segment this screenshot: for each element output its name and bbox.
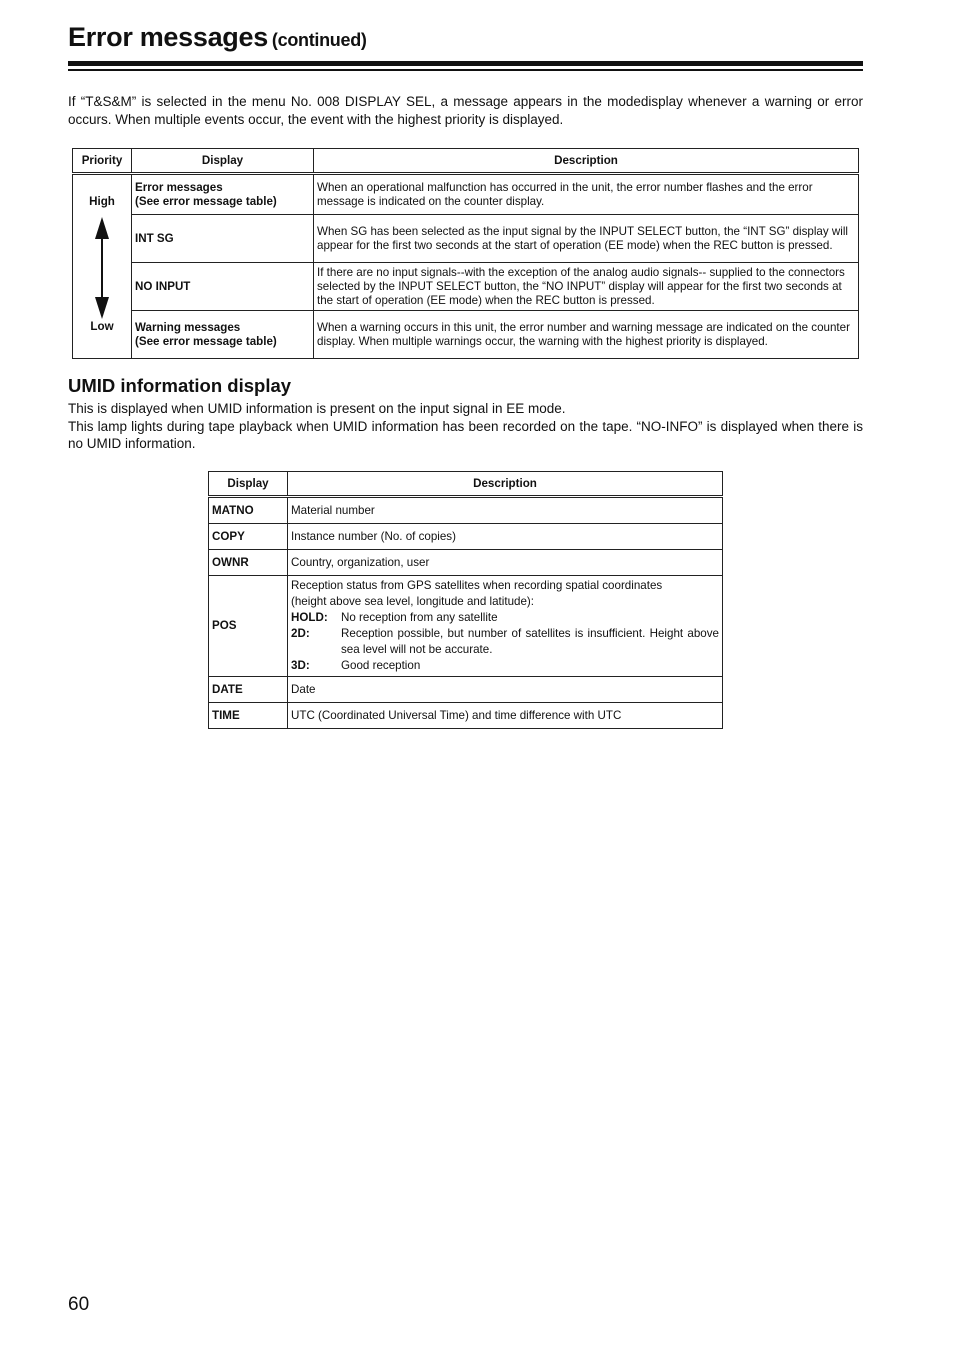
title-rule-thick: [68, 61, 863, 66]
umid-value: Date: [288, 677, 723, 703]
display-cell: INT SG: [132, 215, 314, 263]
priority-table: [72, 148, 859, 359]
umid-key: TIME: [209, 703, 288, 729]
umid-value: Country, organization, user: [288, 550, 723, 576]
umid-paragraph-2: This lamp lights during tape playback when UMID information has been recorded on the tape. “NO-INFO” is displayed when there is no UMID information.: [68, 418, 863, 451]
priority-table-header: [73, 149, 859, 174]
intro-paragraph: If “T&S&M” is selected in the menu No. 008 DISPLAY SEL, a message appears in the modedisplay whenever a warning or error occurs. When multiple events occur, the event with the highest priority is displayed.: [68, 94, 863, 127]
title-rule-thin: [68, 69, 863, 71]
umid-value: UTC (Coordinated Universal Time) and time difference with UTC: [288, 703, 723, 729]
description-cell: When an operational malfunction has occurred in the unit, the error number flashes and the error message is indicated on the counter display.: [314, 174, 859, 215]
table-row: [209, 497, 723, 524]
pos-status-label: 2D:: [291, 627, 310, 640]
description-cell: When a warning occurs in this unit, the error number and warning message are indicated on the counter display. When multiple warnings occur, the warning with the highest priority is displayed.: [314, 311, 859, 359]
double-arrow-icon: [94, 217, 110, 319]
pos-status-item: [291, 610, 719, 626]
title-main: Error messages: [68, 22, 268, 52]
page-number: 60: [68, 1294, 90, 1315]
umid-value: Material number: [288, 497, 723, 524]
table-row: [209, 677, 723, 703]
pos-status-text: No reception from any satellite: [341, 611, 498, 624]
umid-table-header: [209, 472, 723, 497]
umid-value: Instance number (No. of copies): [288, 524, 723, 550]
pos-status-label: HOLD:: [291, 611, 328, 624]
display-line: Warning messages: [135, 320, 241, 334]
table-row: [73, 174, 859, 215]
description-cell: If there are no input signals--with the exception of the analog audio signals-- supplied to the connectors selected by the INPUT SELECT button, the “NO INPUT” display will appear for the first two seconds at the start of operation (EE mode) when the REC button is pressed.: [314, 263, 859, 311]
umid-table: [208, 471, 723, 729]
umid-text: [68, 400, 863, 453]
display-line: (See error message table): [135, 194, 277, 208]
umid-paragraph-1: This is displayed when UMID information is present on the input signal in EE mode.: [68, 401, 566, 416]
table-row: [209, 550, 723, 576]
table-row: [209, 524, 723, 550]
page-title: [68, 22, 367, 53]
display-header: Display: [132, 149, 314, 174]
pos-status-item: [291, 658, 719, 674]
display-line: (See error message table): [135, 334, 277, 348]
pos-status-text: Reception possible, but number of satellites is insufficient. Height above sea level will not be accurate.: [341, 627, 719, 656]
umid-key: COPY: [209, 524, 288, 550]
table-row: [73, 311, 859, 359]
display-line: Error messages: [135, 180, 223, 194]
umid-key: POS: [209, 576, 288, 677]
pos-status-text: Good reception: [341, 659, 421, 672]
title-continued: (continued): [271, 30, 367, 50]
table-row: [209, 703, 723, 729]
umid-description-header: Description: [288, 472, 723, 497]
table-row: [73, 215, 859, 263]
pos-status-item: [291, 626, 719, 658]
table-row: [73, 263, 859, 311]
table-row: [209, 576, 723, 677]
umid-key: DATE: [209, 677, 288, 703]
pos-description-line: Reception status from GPS satellites when recording spatial coordinates: [291, 579, 663, 592]
display-cell: NO INPUT: [132, 263, 314, 311]
display-cell: [132, 174, 314, 215]
umid-key: MATNO: [209, 497, 288, 524]
umid-key: OWNR: [209, 550, 288, 576]
umid-heading: UMID information display: [68, 375, 292, 396]
priority-scale: [73, 174, 132, 359]
priority-low-label: Low: [90, 320, 114, 333]
description-header: Description: [314, 149, 859, 174]
umid-display-header: Display: [209, 472, 288, 497]
priority-header: Priority: [73, 149, 132, 174]
pos-status-label: 3D:: [291, 659, 310, 672]
description-cell: When SG has been selected as the input signal by the INPUT SELECT button, the “INT SG” display will appear for the first two seconds at the start of operation (EE mode) when the REC button is pressed.: [314, 215, 859, 263]
display-cell: [132, 311, 314, 359]
umid-value: [288, 576, 723, 677]
priority-high-label: High: [89, 195, 115, 208]
pos-description-line: (height above sea level, longitude and latitude):: [291, 595, 534, 608]
